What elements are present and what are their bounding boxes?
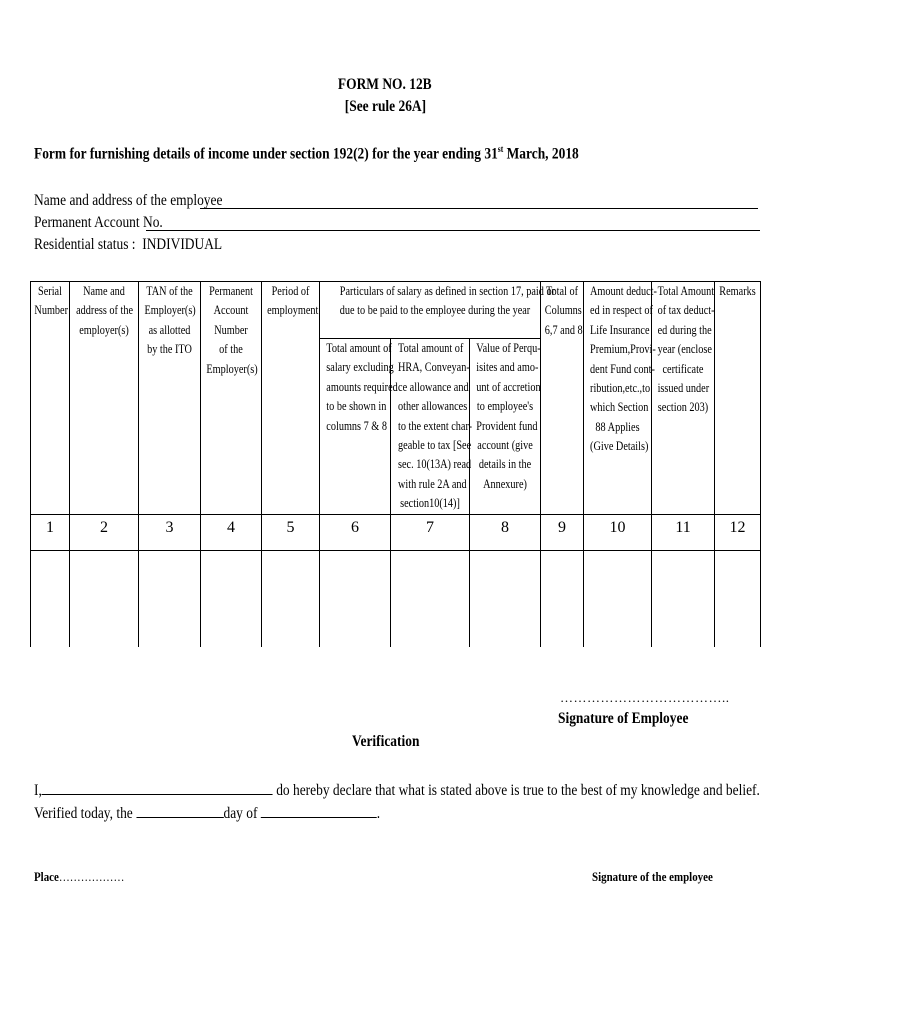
- month-blank[interactable]: [261, 803, 377, 818]
- form-number: FORM NO. 12B: [338, 76, 432, 93]
- header-line: employment: [267, 303, 319, 318]
- header-line: ed during the: [657, 322, 712, 337]
- day-of-label: day of: [223, 805, 258, 822]
- col-pan-header: [201, 282, 262, 515]
- signature-label: Signature of Employee: [558, 710, 689, 727]
- declarant-name-blank[interactable]: [42, 780, 273, 795]
- declaration-start: I,: [34, 782, 42, 799]
- header-line: Permanent: [209, 284, 253, 298]
- header-line: Number: [34, 303, 69, 318]
- column-number-row: [31, 514, 761, 550]
- residential-status: Residential status : INDIVIDUAL: [34, 236, 223, 253]
- header-line: Account: [213, 303, 249, 318]
- data-cell[interactable]: [320, 550, 391, 647]
- column-number-cell: 8: [470, 514, 541, 550]
- declaration-line: [34, 780, 898, 800]
- column-number-cell: 1: [31, 514, 70, 550]
- employee-name-label: Name and address of the employee: [34, 192, 223, 209]
- header-line: of tax deduct-: [657, 303, 715, 318]
- data-cell[interactable]: [541, 550, 584, 647]
- data-cell[interactable]: [139, 550, 201, 647]
- header-line: Serial: [38, 284, 62, 298]
- header-line: Provident fund: [476, 418, 538, 433]
- pan-label: Permanent Account No.: [34, 214, 163, 231]
- header-line: Particulars of salary as defined in section 17, paid or: [339, 284, 555, 298]
- header-line: address of the: [76, 303, 134, 318]
- col-particulars-header: [320, 282, 555, 339]
- header-line: to be shown in: [326, 399, 387, 414]
- employee-signature-label: Signature of the employee: [592, 869, 713, 884]
- col-salary-header: [320, 339, 398, 515]
- col-perq-header: [470, 339, 541, 515]
- col-tax-header: [652, 282, 715, 515]
- column-number-cell: 9: [541, 514, 584, 550]
- column-number-cell: 7: [391, 514, 470, 550]
- verification-title: Verification: [352, 733, 420, 750]
- header-line: employer(s): [79, 322, 129, 337]
- salary-table: [30, 281, 761, 647]
- header-line: Columns: [544, 303, 582, 318]
- header-line: Remarks: [719, 284, 756, 298]
- header-line: isites and amo-: [476, 360, 539, 375]
- header-line: geable to tax [See: [398, 438, 472, 453]
- header-line: dent Fund cont-: [590, 361, 655, 376]
- header-line: columns 7 & 8: [326, 418, 387, 433]
- header-line: section10(14)]: [400, 496, 460, 511]
- header-line: HRA, Conveyan-: [398, 360, 470, 375]
- header-line: Total Amount: [657, 284, 715, 298]
- pan-line[interactable]: [146, 230, 760, 231]
- header-line: details in the: [478, 457, 532, 472]
- employee-name-line[interactable]: [200, 208, 758, 209]
- header-line: Name and: [83, 284, 125, 298]
- header-line: as allotted: [148, 322, 191, 337]
- column-number-cell: 6: [320, 514, 391, 550]
- header-line: due to be paid to the employee during the year: [339, 303, 531, 318]
- data-cell[interactable]: [391, 550, 470, 647]
- col-tan-header: [139, 282, 201, 515]
- header-line: TAN of the: [146, 284, 193, 298]
- header-line: Number: [214, 322, 248, 337]
- residential-value: INDIVIDUAL: [142, 236, 223, 253]
- form-purpose: Form for furnishing details of income under section 192(2) for the year ending 31st March, 2018: [34, 144, 579, 163]
- header-line: ed in respect of: [590, 303, 653, 318]
- col-deducted-header: [584, 282, 657, 515]
- place-dots: ………………: [58, 869, 125, 884]
- data-cell[interactable]: [201, 550, 262, 647]
- header-line: other allowances: [398, 399, 468, 414]
- data-cell[interactable]: [584, 550, 652, 647]
- verified-today-label: Verified today, the: [34, 805, 133, 822]
- header-line: Employer(s): [206, 361, 258, 376]
- header-line: of the: [219, 342, 243, 357]
- header-line: Life Insurance: [590, 322, 650, 337]
- col-name-header: [70, 282, 139, 515]
- column-number-cell: 4: [201, 514, 262, 550]
- data-row: [31, 550, 761, 647]
- data-cell[interactable]: [31, 550, 70, 647]
- header-line: Total amount of: [398, 341, 464, 355]
- header-line: amounts required: [326, 379, 398, 394]
- header-line: with rule 2A and: [398, 476, 467, 491]
- place-field[interactable]: [34, 869, 142, 885]
- header-line: salary excluding: [326, 360, 394, 375]
- header-line: by the ITO: [147, 342, 192, 357]
- header-line: Premium,Provi-: [590, 342, 656, 357]
- header-line: to employee's: [476, 399, 534, 414]
- column-number-cell: 5: [262, 514, 320, 550]
- column-number-cell: 10: [584, 514, 652, 550]
- col-total-header: [541, 282, 584, 515]
- data-cell[interactable]: [262, 550, 320, 647]
- col-period-header: [262, 282, 320, 515]
- header-line: account (give: [477, 438, 533, 453]
- header-line: issued under: [657, 381, 710, 396]
- header-line: unt of accretion: [476, 379, 541, 394]
- data-cell[interactable]: [470, 550, 541, 647]
- header-line: ribution,etc.,to: [590, 381, 651, 396]
- column-number-cell: 11: [652, 514, 715, 550]
- signature-dots[interactable]: ………………………………..: [560, 690, 730, 705]
- header-line: 6,7 and 8: [544, 322, 583, 337]
- verified-line: Verified today, the day of .: [34, 805, 381, 822]
- header-line: to the extent char-: [398, 418, 473, 433]
- rule-reference: [See rule 26A]: [344, 98, 426, 115]
- day-blank[interactable]: [136, 803, 223, 818]
- header-line: 88 Applies: [595, 419, 640, 434]
- header-line: (Give Details): [590, 439, 649, 454]
- header-line: Period of: [271, 284, 310, 298]
- data-cell[interactable]: [70, 550, 139, 647]
- header-line: Annexure): [483, 476, 527, 491]
- header-row-1: [31, 282, 761, 339]
- column-number-cell: 3: [139, 514, 201, 550]
- column-number-cell: 2: [70, 514, 139, 550]
- place-label: Place: [34, 869, 59, 884]
- header-line: certificate: [662, 361, 704, 376]
- col-remarks-header: [715, 282, 761, 515]
- column-number-cell: 12: [715, 514, 761, 550]
- declaration-text: do hereby declare that what is stated above is true to the best of my knowledge and belief.: [276, 782, 760, 799]
- header-line: Total of: [546, 284, 579, 298]
- header-line: year (enclose: [657, 342, 712, 357]
- header-line: sec. 10(13A) read: [398, 457, 472, 472]
- header-line: Total amount of: [326, 341, 392, 355]
- data-cell[interactable]: [652, 550, 715, 647]
- header-line: Amount deduct-: [590, 284, 657, 298]
- data-cell[interactable]: [715, 550, 761, 647]
- col-serial-header: [31, 282, 70, 515]
- header-line: which Section: [590, 400, 649, 415]
- header-line: Employer(s): [144, 303, 196, 318]
- header-line: ce allowance and: [398, 379, 469, 394]
- col-hra-header: [391, 339, 473, 515]
- header-line: section 203): [657, 400, 709, 415]
- header-line: Value of Perqu-: [476, 341, 541, 355]
